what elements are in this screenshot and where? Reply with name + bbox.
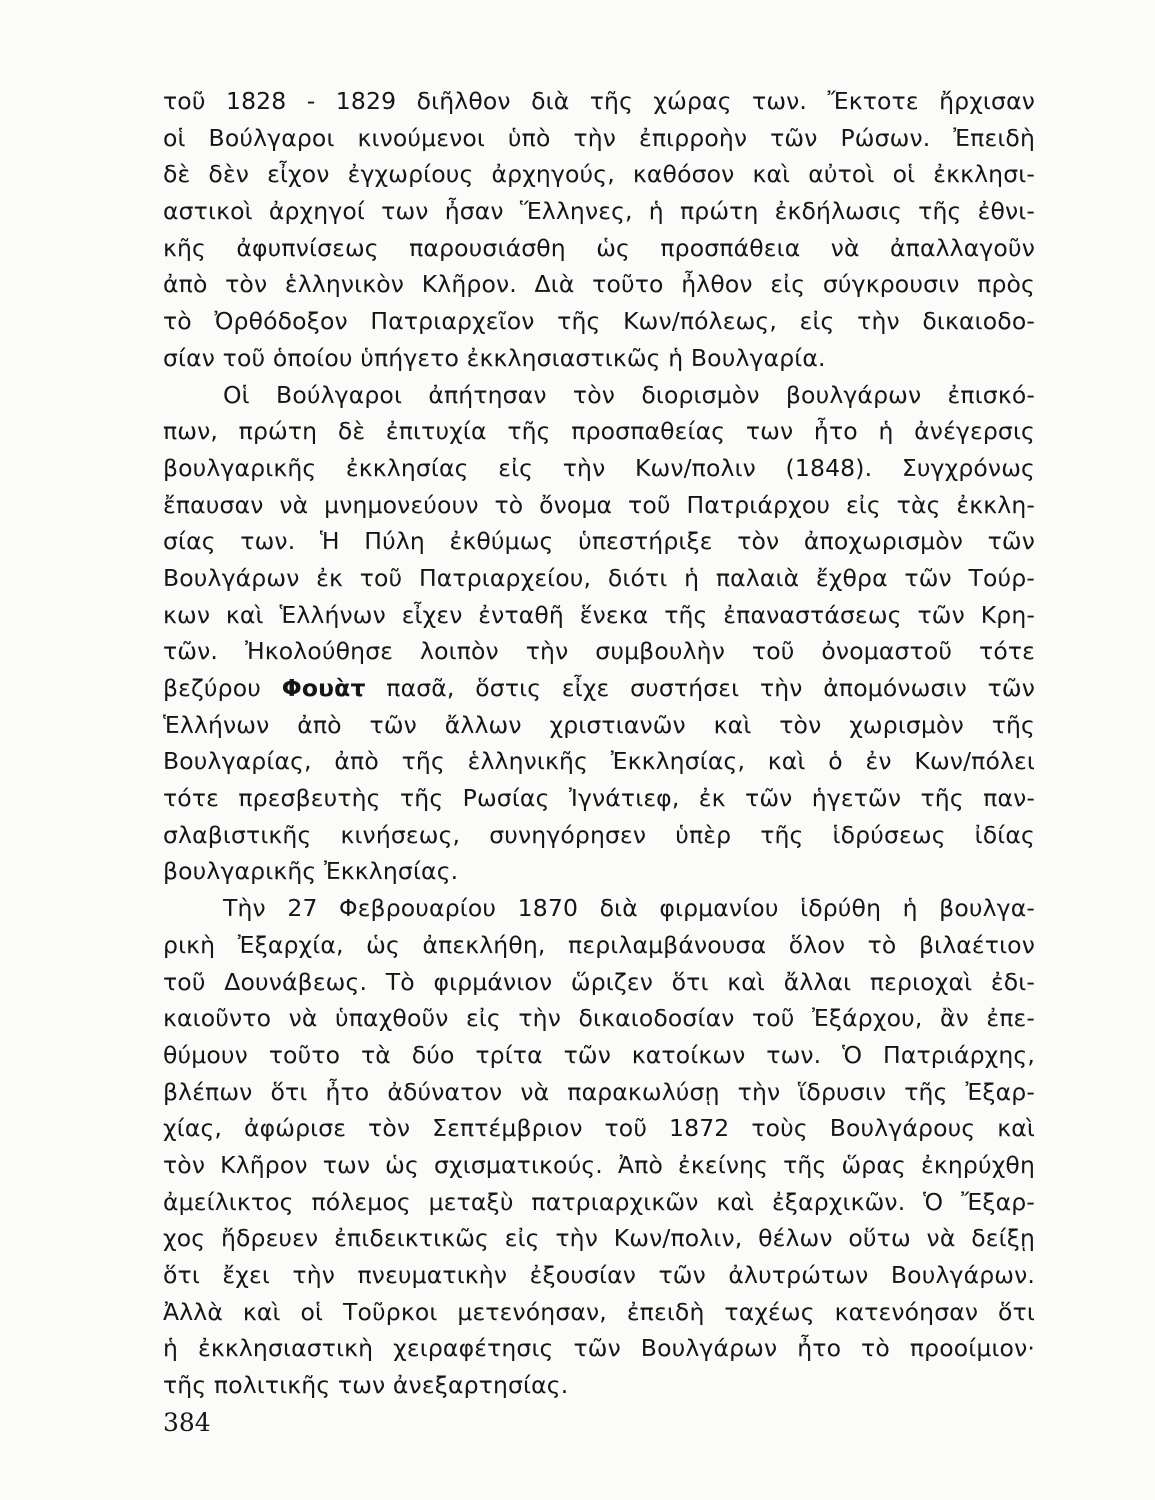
text-line: αστικοὶ ἀρχηγοί των ἦσαν Ἕλληνες, ἡ πρώτη ἐκδήλωσις τῆς ἐθνι-	[163, 197, 1035, 226]
text-line: Ἑλλήνων ἀπὸ τῶν ἄλλων χριστιανῶν καὶ τὸν χωρισμὸν τῆς	[163, 710, 1035, 739]
text-line: Ἀλλὰ καὶ οἱ Τοῦρκοι μετενόησαν, ἐπειδὴ ταχέως κατενόησαν ὅτι	[163, 1297, 1035, 1326]
text-line: βλέπων ὅτι ἦτο ἀδύνατον νὰ παρακωλύσῃ τὴν ἵδρυσιν τῆς Ἐξαρ-	[163, 1077, 1035, 1106]
text-line: τὸ Ὀρθόδοξον Πατριαρχεῖον τῆς Κων/πόλεως, εἰς τὴν δικαιοδο-	[163, 307, 1035, 336]
text-line: χος ἤδρευεν ἐπιδεικτικῶς εἰς τὴν Κων/πολιν, θέλων οὕτω νὰ δείξῃ	[163, 1224, 1035, 1253]
bold-name: Φουὰτ	[281, 674, 366, 702]
text-line: τότε πρεσβευτὴς τῆς Ρωσίας Ἰγνάτιεφ, ἐκ τῶν ἡγετῶν τῆς παν-	[163, 784, 1035, 813]
text-line: ρικὴ Ἐξαρχία, ὡς ἀπεκλήθη, περιλαμβάνουσα ὅλον τὸ βιλαέτιον	[163, 930, 1035, 959]
text-line: οἱ Βούλγαροι κινούμενοι ὑπὸ τὴν ἐπιρροὴν τῶν Ρώσων. Ἐπειδὴ	[163, 123, 1035, 152]
paragraph-start-line: Τὴν 27 Φεβρουαρίου 1870 διὰ φιρμανίου ἱδρύθη ἡ βουλγα-	[223, 894, 1035, 923]
text-line: ἔπαυσαν νὰ μνημονεύουν τὸ ὄνομα τοῦ Πατριάρχου εἰς τὰς ἐκκλη-	[163, 490, 1035, 519]
text-line: σίαν τοῦ ὁποίου ὑπήγετο ἐκκλησιαστικῶς ἡ Βουλγαρία.	[163, 343, 826, 372]
page-number: 384	[163, 1408, 211, 1437]
text-line: τῶν. Ἠκολούθησε λοιπὸν τὴν συμβουλὴν τοῦ ὀνομαστοῦ τότε	[163, 637, 1035, 666]
paragraph-start-line: Οἱ Βούλγαροι ἀπήτησαν τὸν διορισμὸν βουλγάρων ἐπισκό-	[223, 380, 1035, 409]
text-line: ὅτι ἔχει τὴν πνευματικὴν ἐξουσίαν τῶν ἀλυτρώτων Βουλγάρων.	[163, 1261, 1035, 1289]
text-line: πων, πρώτη δὲ ἐπιτυχία τῆς προσπαθείας των ἦτο ἡ ἀνέγερσις	[163, 417, 1035, 446]
text-line: δὲ δὲν εἶχον ἐγχωρίους ἀρχηγούς, καθόσον καὶ αὐτοὶ οἱ ἐκκλησι-	[163, 160, 1035, 189]
text-line: χίας, ἀφώρισε τὸν Σεπτέμβριον τοῦ 1872 τοὺς Βουλγάρους καὶ	[163, 1114, 1035, 1143]
text-line: κῆς ἀφυπνίσεως παρουσιάσθη ὡς προσπάθεια νὰ ἀπαλλαγοῦν	[163, 233, 1035, 262]
text-line: βουλγαρικῆς ἐκκλησίας εἰς τὴν Κων/πολιν (1848). Συγχρόνως	[163, 453, 1035, 482]
text-line: βουλγαρικῆς Ἐκκλησίας.	[163, 857, 459, 886]
text-line: σλαβιστικῆς κινήσεως, συνηγόρησεν ὑπὲρ τῆς ἱδρύσεως ἰδίας	[163, 820, 1035, 849]
text-line: σίας των. Ἡ Πύλη ἐκθύμως ὑπεστήριξε τὸν ἀποχωρισμὸν τῶν	[163, 527, 1035, 556]
text-line: ἀπὸ τὸν ἑλληνικὸν Κλῆρον. Διὰ τοῦτο ἦλθον εἰς σύγκρουσιν πρὸς	[163, 270, 1035, 299]
text-line: Βουλγάρων ἐκ τοῦ Πατριαρχείου, διότι ἡ παλαιὰ ἔχθρα τῶν Τούρ-	[163, 563, 1035, 592]
text-fragment: πασᾶ, ὅστις εἶχε συστήσει τὴν ἀπομόνωσιν τῶν	[365, 674, 1035, 702]
text-line: τοῦ Δουνάβεως. Τὸ φιρμάνιον ὥριζεν ὅτι καὶ ἄλλαι περιοχαὶ ἐδι-	[163, 967, 1035, 996]
text-line: θύμουν τοῦτο τὰ δύο τρίτα τῶν κατοίκων των. Ὁ Πατριάρχης,	[163, 1040, 1035, 1069]
text-line-with-bold-name	[163, 670, 1035, 707]
text-line: Βουλγαρίας, ἀπὸ τῆς ἑλληνικῆς Ἐκκλησίας, καὶ ὁ ἐν Κων/πόλει	[163, 747, 1035, 776]
text-line: τῆς πολιτικῆς των ἀνεξαρτησίας.	[163, 1371, 569, 1400]
text-line: κων καὶ Ἑλλήνων εἶχεν ἐνταθῆ ἕνεκα τῆς ἐπαναστάσεως τῶν Κρη-	[163, 600, 1035, 629]
body-text	[163, 83, 1035, 1404]
text-line: ἡ ἐκκλησιαστικὴ χειραφέτησις τῶν Βουλγάρων ἦτο τὸ προοίμιον·	[163, 1334, 1035, 1363]
text-line: καιοῦντο νὰ ὑπαχθοῦν εἰς τὴν δικαιοδοσίαν τοῦ Ἐξάρχου, ἂν ἐπε-	[163, 1004, 1035, 1033]
text-line: τὸν Κλῆρον των ὡς σχισματικούς. Ἀπὸ ἐκείνης τῆς ὥρας ἐκηρύχθη	[163, 1150, 1035, 1179]
text-line: τοῦ 1828 - 1829 διῆλθον διὰ τῆς χώρας των. Ἔκτοτε ἤρχισαν	[163, 87, 1035, 115]
text-fragment: βεζύρου	[163, 674, 282, 702]
text-line: ἀμείλικτος πόλεμος μεταξὺ πατριαρχικῶν καὶ ἐξαρχικῶν. Ὁ Ἔξαρ-	[163, 1187, 1035, 1216]
